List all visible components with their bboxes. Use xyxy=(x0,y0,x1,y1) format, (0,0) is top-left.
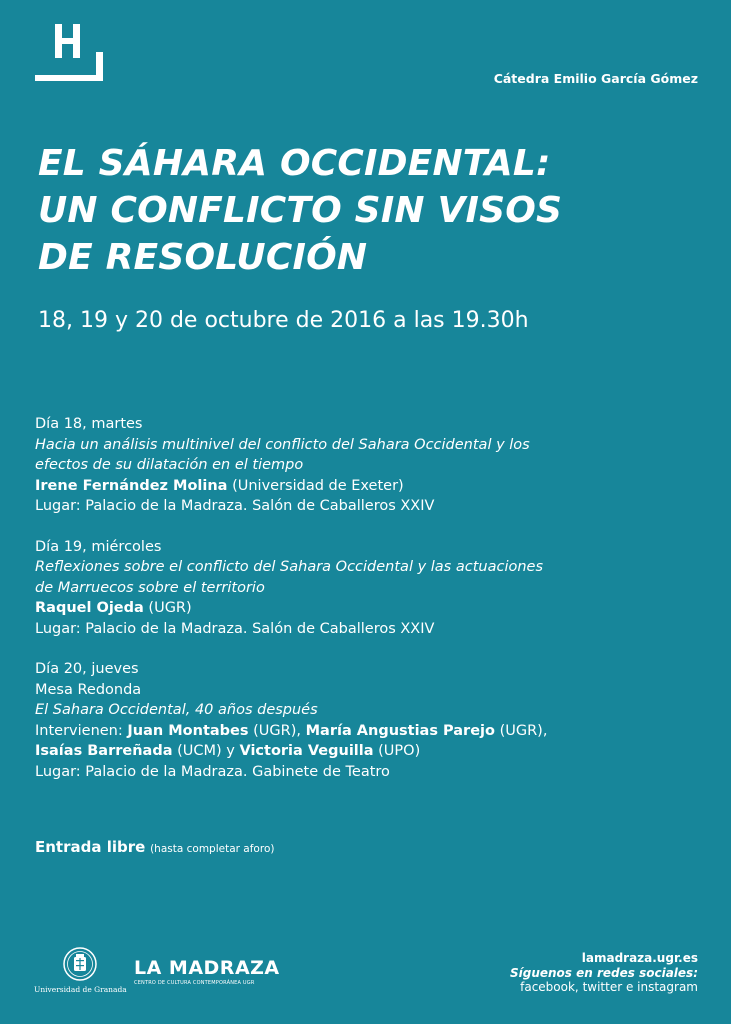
day-label: Día 18, martes xyxy=(35,416,143,432)
ugr-name: Universidad de Granada xyxy=(34,985,127,994)
university-seal-icon xyxy=(63,947,97,981)
speaker-affiliation: (UGR), xyxy=(248,722,306,739)
ugr-logo xyxy=(34,947,126,994)
program xyxy=(35,414,595,802)
speakers-line xyxy=(35,721,595,742)
title-line-3: DE RESOLUCIÓN xyxy=(38,237,368,278)
intervienen-label: Intervienen: xyxy=(35,722,128,739)
talk-title-line: Reflexiones sobre el conflicto del Sahara Occidental y las actuaciones xyxy=(35,559,544,575)
day-label: Día 19, miércoles xyxy=(35,538,162,555)
speaker-affiliation: (UGR), xyxy=(494,722,548,739)
website-link[interactable]: lamadraza.ugr.es xyxy=(581,951,698,965)
day-label: Día 20, jueves xyxy=(35,661,139,677)
social-label: Síguenos en redes sociales: xyxy=(509,965,698,980)
speaker-affiliation: (UGR) xyxy=(143,600,192,616)
speaker-name: Victoria Veguilla xyxy=(239,743,374,759)
speaker-affiliation: (UPO) xyxy=(373,743,421,759)
title-line-2: UN CONFLICTO SIN VISOS xyxy=(38,190,563,231)
catedra-name: Cátedra Emilio García Gómez xyxy=(493,71,698,86)
speaker-affiliation: (Universidad de Exeter) xyxy=(227,477,404,494)
talk-title-line: Hacia un análisis multinivel del conflicto del Sahara Occidental y los xyxy=(35,436,530,453)
speaker-name: María Angustias Parejo xyxy=(305,722,495,739)
h-bracket-icon xyxy=(33,22,105,84)
speaker-name: Irene Fernández Molina xyxy=(35,477,228,494)
venue-line: Lugar: Palacio de la Madraza. Salón de Caballeros XXIV xyxy=(35,498,435,514)
madraza-name: LA MADRAZA xyxy=(134,957,280,979)
admission-info xyxy=(35,838,274,856)
madraza-subtitle: CENTRO DE CULTURA CONTEMPORÁNEA UGR xyxy=(134,980,255,986)
program-day-20 xyxy=(35,659,595,782)
speaker-affiliation: (UCM) y xyxy=(172,743,240,759)
social-list: facebook, twitter e instagram xyxy=(520,980,698,994)
speaker-line xyxy=(35,476,595,497)
admission-note: (hasta completar aforo) xyxy=(150,843,275,855)
talk-title-line: de Marruecos sobre el territorio xyxy=(35,579,265,596)
program-day-18 xyxy=(35,414,595,517)
speaker-line xyxy=(35,598,595,619)
speaker-name: Isaías Barreñada xyxy=(35,743,173,759)
event-dates: 18, 19 y 20 de octubre de 2016 a las 19.30h xyxy=(38,308,529,333)
admission-label: Entrada libre xyxy=(35,838,146,856)
venue-line: Lugar: Palacio de la Madraza. Salón de Caballeros XXIV xyxy=(35,620,435,637)
madraza-logo xyxy=(134,958,280,986)
venue-line: Lugar: Palacio de la Madraza. Gabinete de Teatro xyxy=(35,763,390,780)
speaker-name: Raquel Ojeda xyxy=(35,600,144,616)
talk-title-line: efectos de su dilatación en el tiempo xyxy=(35,457,304,473)
footer-contact xyxy=(510,951,698,995)
poster-title xyxy=(38,140,698,281)
program-day-19 xyxy=(35,537,595,640)
format-label: Mesa Redonda xyxy=(35,681,142,698)
talk-title-line: El Sahara Occidental, 40 años después xyxy=(35,702,318,718)
speaker-name: Juan Montabes xyxy=(127,722,249,739)
speakers-line xyxy=(35,741,595,762)
title-line-1: EL SÁHARA OCCIDENTAL: xyxy=(38,143,551,184)
